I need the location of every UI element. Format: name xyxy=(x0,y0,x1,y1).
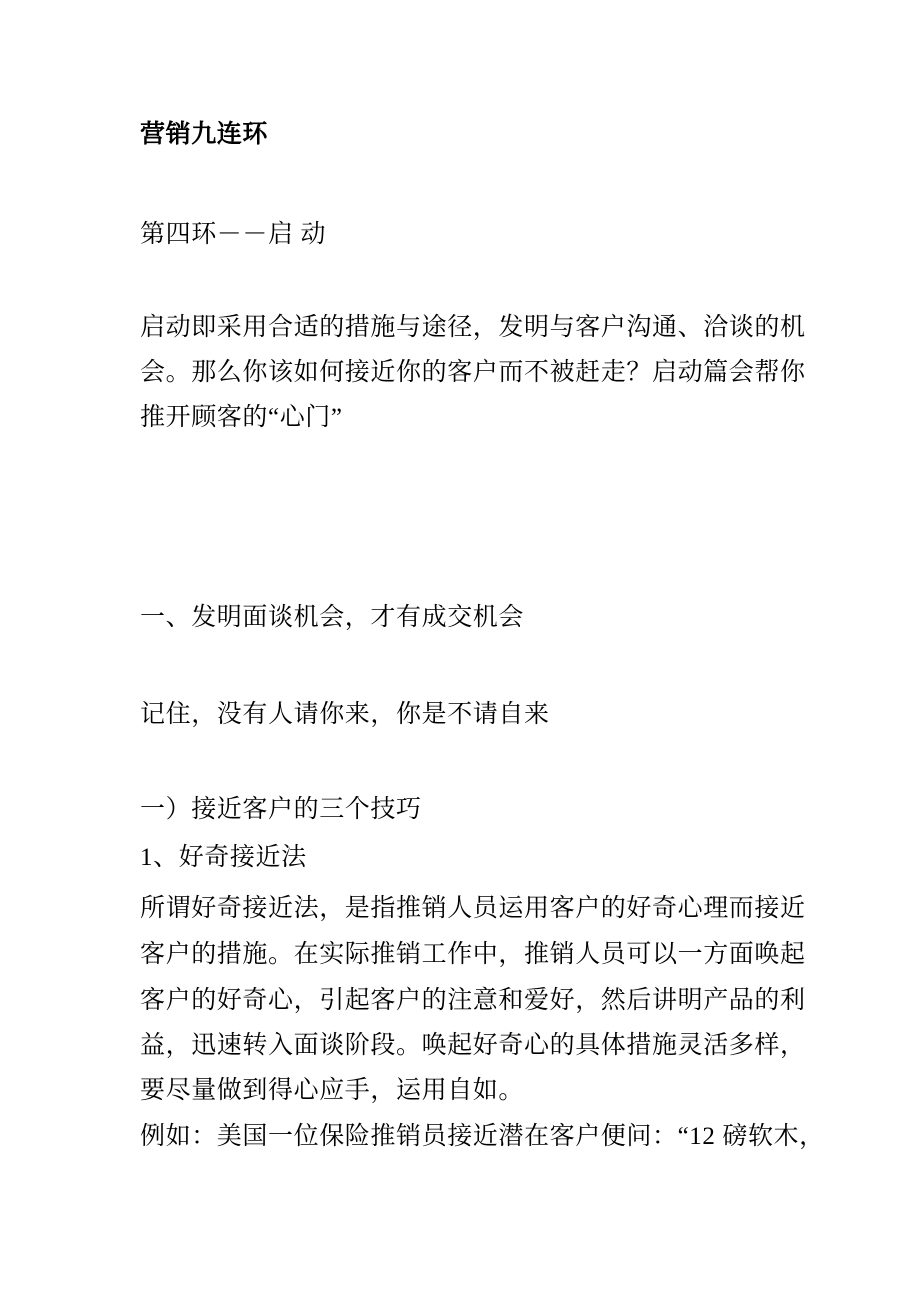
section-heading: 一、发明面谈机会，才有成交机会 xyxy=(140,604,525,631)
motto: 记住，没有人请你来，你是不请自来 xyxy=(140,701,550,728)
intro-line: 会。那么你该如何接近你的客户而不被赶走？启动篇会帮你 xyxy=(140,359,806,386)
body-line: 客户的好奇心，引起客户的注意和爱好，然后讲明产品的利 xyxy=(140,987,806,1014)
chapter-subtitle: 第四环－－启 动 xyxy=(140,221,327,248)
intro-line: 启动即采用合适的措施与途径，发明与客户沟通、洽谈的机 xyxy=(140,314,806,341)
body-line: 客户的措施。在实际推销工作中，推销人员可以一方面唤起 xyxy=(140,941,806,968)
intro-line: 推开顾客的“心门” xyxy=(140,404,343,431)
body-line: 例如：美国一位保险推销员接近潜在客户便问：“12 磅软木， xyxy=(140,1123,825,1150)
item-heading: 1、好奇接近法 xyxy=(140,844,307,871)
body-line: 所谓好奇接近法，是指推销人员运用客户的好奇心理而接近 xyxy=(140,895,806,922)
body-line: 要尽量做到得心应手，运用自如。 xyxy=(140,1077,525,1104)
subsection-heading: 一）接近客户的三个技巧 xyxy=(140,796,422,823)
body-line: 益，迅速转入面谈阶段。唤起好奇心的具体措施灵活多样， xyxy=(140,1032,806,1059)
document-title: 营销九连环 xyxy=(140,121,269,148)
